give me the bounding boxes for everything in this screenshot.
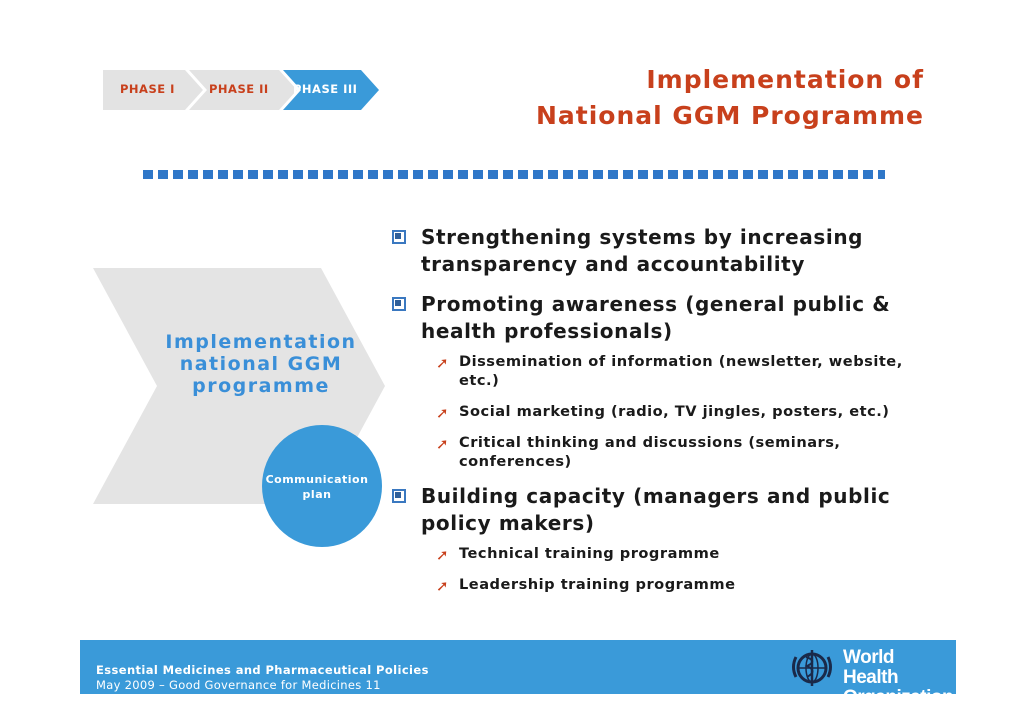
arrow-bullet-icon: ➚	[436, 546, 450, 564]
phase2-label: PHASE II	[209, 82, 269, 96]
phase-indicator	[103, 70, 379, 110]
arrow-bullet-icon: ➚	[436, 435, 450, 453]
dotted-divider	[143, 170, 885, 179]
who-wordmark: World Health Organization	[843, 647, 954, 708]
bullet-list	[388, 224, 948, 606]
sub-bullet-item: ➚ Critical thinking and discussions (seminars, conferences)	[436, 434, 841, 470]
footer-line2: May 2009 – Good Governance for Medicines 11	[96, 678, 381, 692]
slide-title	[536, 62, 924, 134]
arrow-bullet-icon: ➚	[436, 577, 450, 595]
checkbox-bullet-icon	[392, 230, 406, 244]
arrow-bullet-icon: ➚	[436, 404, 450, 422]
footer-line1: Essential Medicines and Pharmaceutical Policies	[96, 663, 429, 677]
sub-bullet-item: ➚ Social marketing (radio, TV jingles, posters, etc.)	[436, 403, 890, 422]
bullet-item: Strengthening systems by increasing transparency and accountability	[388, 224, 948, 278]
arrow-bullet-icon: ➚	[436, 354, 450, 372]
checkbox-bullet-icon	[392, 297, 406, 311]
sub-bullet-item: ➚ Dissemination of information (newsletter, website, etc.)	[436, 353, 903, 389]
phase1-label: PHASE I	[120, 82, 175, 96]
checkbox-bullet-icon	[392, 489, 406, 503]
sub-bullet-item: ➚ Leadership training programme	[436, 576, 736, 595]
title-line2: National GGM Programme	[535, 101, 924, 130]
title-line1: Implementation of	[646, 65, 924, 94]
bullet-item: Promoting awareness (general public & health professionals)	[388, 291, 948, 345]
communication-circle-label: Communication plan	[265, 473, 369, 501]
implementation-arrow-label: Implementation national GGM programme	[165, 331, 357, 397]
phase3-label: PHASE III	[293, 82, 358, 96]
who-emblem-icon	[787, 647, 837, 689]
bullet-item: Building capacity (managers and public policy makers)	[388, 483, 948, 537]
sub-bullet-item: ➚ Technical training programme	[436, 545, 720, 564]
